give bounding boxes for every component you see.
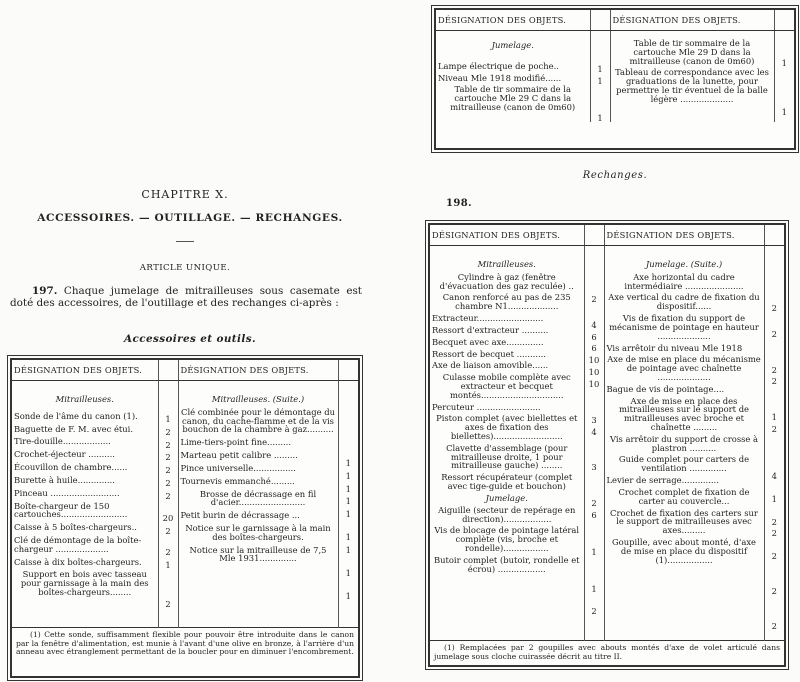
list-item: Petit burin de décrassage ...: [180, 510, 300, 521]
qty: 1: [597, 112, 603, 123]
spare-parts-table: [428, 223, 786, 667]
list-item: Caisse à dix boîtes-chargeurs.: [14, 556, 142, 567]
list-item: Guide complet pour carters de ventilation ..............: [618, 454, 750, 474]
qty: 2: [771, 376, 777, 387]
qty: 1: [781, 58, 787, 68]
list-item: Becquet avec axe..............: [432, 336, 544, 347]
qty: 2: [165, 439, 171, 450]
list-item: Ressort d'extracteur ..........: [432, 324, 549, 335]
qty: 2: [771, 620, 777, 631]
list-item: Percuteur ........................: [432, 401, 541, 412]
list-item: Vis arrêtoir du niveau Mle 1918: [606, 342, 743, 353]
list-item: Brosse de décrassage en fil d'acier.........................: [199, 488, 317, 508]
list-item: Caisse à 5 boîtes-chargeurs..: [14, 522, 137, 533]
qty: 3: [591, 414, 597, 425]
col-header: DÉSIGNATION DES OBJETS.: [604, 225, 764, 246]
qty: 2: [165, 426, 171, 437]
qty: 2: [771, 528, 777, 539]
list-item: Niveau Mle 1918 modifié......: [438, 72, 562, 83]
list-item: Axe horizontal du cadre intermédiaire ......................: [624, 271, 744, 291]
paragraph-text: Chaque jumelage de mitrailleuses sous casemate est doté des accessoires, de l'outillage et des rechanges ci-après :: [10, 285, 362, 310]
qty: 2: [771, 364, 777, 375]
qty: 2: [771, 551, 777, 562]
list-item: Axe de mise en place du mécanisme de pointage avec chaînette ....................: [607, 354, 761, 382]
qty: 1: [345, 496, 351, 507]
qty: 1: [345, 590, 351, 601]
qty: 2: [771, 516, 777, 527]
qty: 2: [591, 606, 597, 617]
divider: [176, 241, 194, 242]
qty: 1: [591, 583, 597, 594]
qty: 20: [162, 512, 174, 523]
section-title: Mitrailleuses. (Suite.): [211, 394, 305, 404]
qty: 1: [345, 470, 351, 481]
qty: 2: [165, 478, 171, 489]
qty: 6: [591, 343, 597, 354]
qty: 2: [591, 498, 597, 509]
qty: 2: [771, 585, 777, 596]
list-item: Levier de serrage..............: [606, 475, 719, 486]
list-item: Table de tir sommaire de la cartouche Mle 29 C dans la mitrailleuse (canon de 0m60): [450, 84, 576, 113]
footnote: (1) Remplacées par 2 goupilles avec abouts montés d'axe de volet articulé dans jumelage sous cloche cuirassée décrit au titre II.: [434, 643, 780, 661]
list-item: Axe vertical du cadre de fixation du dispositif......: [608, 292, 760, 312]
chapter-subtitle: ACCESSOIRES. — OUTILLAGE. — RECHANGES.: [37, 212, 343, 224]
qty: 6: [591, 331, 597, 342]
qty: 4: [771, 470, 777, 481]
list-item: Vis de fixation du support de mécanisme de pointage en hauteur ....................: [609, 313, 759, 341]
qty: 2: [165, 547, 171, 558]
section-title: Jumelage. (Suite.): [645, 259, 723, 269]
qty: 1: [345, 544, 351, 555]
list-item: Bague de vis de pointage....: [606, 383, 725, 394]
section-title: Jumelage.: [491, 40, 534, 50]
accessories-table: [10, 358, 360, 678]
col-header: DÉSIGNATION DES OBJETS.: [12, 360, 158, 381]
section-title: Mitrailleuses.: [477, 259, 536, 269]
list-item: Tournevis emmanché.........: [180, 475, 295, 486]
list-item: Piston complet (avec biellettes et axes de fixation des biellettes)..........................: [436, 413, 578, 441]
qty: 10: [588, 378, 600, 389]
qty: 1: [165, 414, 171, 424]
list-item: Boîte-chargeur de 150 cartouches.........................: [14, 500, 128, 520]
qty: 1: [345, 567, 351, 578]
qty: 1: [345, 483, 351, 494]
qty: 1: [597, 64, 603, 74]
list-item: Vis de blocage de pointage latéral complète (vis, broche et rondelle).................: [434, 525, 580, 553]
list-item: Goupille, avec about monté, d'axe de mise en place du dispositif (1).................: [611, 536, 756, 565]
qty: 3: [591, 462, 597, 473]
list-item: Burette à huile..............: [14, 474, 115, 485]
col-header: DÉSIGNATION DES OBJETS.: [436, 10, 590, 31]
list-item: Clé de démontage de la boîte-chargeur ....................: [14, 534, 142, 554]
list-item: Baguette de F. M. avec étui.: [14, 423, 134, 434]
list-item: Ressort récupérateur (complet avec tige-guide et bouchon): [441, 472, 573, 492]
qty: 2: [165, 598, 171, 609]
qty: 1: [597, 75, 603, 86]
col-header: DÉSIGNATION DES OBJETS.: [610, 10, 774, 31]
list-item: Cylindre à gaz (fenêtre d'évacuation des gaz reculée) ..: [439, 271, 574, 291]
list-item: Vis arrêtoir du support de crosse à plastron ..........: [609, 433, 759, 453]
qty: 2: [771, 303, 777, 313]
qty: 2: [165, 465, 171, 476]
qty: 4: [591, 319, 597, 330]
col-header: DÉSIGNATION DES OBJETS.: [430, 225, 584, 246]
section-title: Mitrailleuses.: [55, 394, 114, 404]
qty: 2: [771, 424, 777, 435]
list-item: Canon renforcé au pas de 235 chambre N1...................: [442, 292, 571, 312]
list-item: Clé combinée pour le démontage du canon, du cache-flamme et de la vis bouchon de la chambre à gaz..........: [181, 406, 335, 435]
paragraph: [10, 285, 362, 310]
list-item: Culasse mobile complète avec extracteur et becquet montés...............................: [442, 372, 571, 400]
list-item: Clavette d'assemblage (pour mitrailleuse droite, 1 pour mitrailleuse gauche) ........: [446, 442, 568, 471]
qty: 10: [588, 367, 600, 378]
list-item: Aiguille (secteur de repérage en direction)..................: [438, 504, 576, 524]
paragraph-number: 198.: [446, 198, 472, 209]
list-item: Support en bois avec tasseau pour garnissage à la main des boîtes-chargeurs........: [20, 569, 149, 597]
qty: 6: [591, 509, 597, 520]
list-item: Crochet-éjecteur ..........: [14, 449, 115, 460]
qty: 1: [591, 546, 597, 557]
qty: 1: [781, 106, 787, 117]
list-item: Marteau petit calibre .........: [180, 450, 298, 461]
qty: 4: [591, 426, 597, 437]
chapter-title: CHAPITRE X.: [141, 188, 229, 201]
qty: 1: [345, 509, 351, 520]
rechanges-title: Rechanges.: [582, 170, 648, 181]
list-item: Tire-douille..................: [14, 436, 111, 447]
list-item: Crochet complet de fixation de carter au couvercle...: [618, 486, 750, 506]
list-item: Ressort de becquet ...........: [432, 348, 546, 359]
article-title: ARTICLE UNIQUE.: [139, 263, 231, 273]
list-item: Lime-tiers-point fine.........: [180, 437, 291, 448]
qty: 2: [591, 294, 597, 304]
paragraph-number: 197.: [32, 285, 58, 297]
qty: 1: [345, 532, 351, 543]
qty: 1: [771, 412, 777, 423]
list-item: Butoir complet (butoir, rondelle et écrou) ..................: [433, 554, 580, 574]
qty: 2: [771, 328, 777, 339]
list-item: Notice sur la mitrailleuse de 7,5 Mle 1931..............: [189, 544, 327, 564]
qty: 2: [165, 525, 171, 536]
qty: 1: [771, 493, 777, 504]
list-item: Extracteur.........................: [432, 313, 544, 324]
qty: 1: [345, 458, 351, 468]
list-item: Écouvillon de chambre......: [14, 462, 128, 473]
top-designation-table: [434, 8, 796, 150]
qty: 2: [165, 452, 171, 463]
section-title: Jumelage.: [485, 492, 528, 503]
list-item: Axe de mise en place des mitrailleuses sur le support de mitrailleuses avec broche et chaînette .........: [618, 395, 750, 432]
list-item: Crochet de fixation des carters sur le support de mitrailleuses avec axes.........: [610, 507, 758, 536]
section-heading: Accessoires et outils.: [124, 333, 256, 345]
list-item: Notice sur le garnissage à la main des boîtes-chargeurs.: [185, 522, 331, 542]
list-item: Tableau de correspondance avec les graduations de la lunette, pour permettre le tir éventuel de la balle légère ....................: [615, 67, 769, 104]
qty: 1: [165, 560, 171, 571]
col-header: DÉSIGNATION DES OBJETS.: [178, 360, 338, 381]
footnote: (1) Cette sonde, suffisamment flexible pour pouvoir être introduite dans le canon par la fenêtre d'alimentation, est munie à l'avant d'une olive en bronze, à l'arrière d'un anneau avec étranglement permettant de la boucler pour en diminuer l'encombrement.: [16, 630, 354, 656]
list-item: Pince universelle................: [180, 462, 296, 473]
list-item: Axe de liaison amovible......: [432, 360, 549, 371]
list-item: Table de tir sommaire de la cartouche Mle 29 D dans la mitrailleuse (canon de 0m60): [629, 38, 755, 66]
list-item: Lampe électrique de poche..: [438, 60, 559, 71]
qty: 10: [588, 355, 600, 366]
qty: 2: [165, 490, 171, 501]
list-item: Sonde de l'âme du canon (1).: [14, 410, 138, 421]
list-item: Pinceau ..........................: [14, 487, 120, 498]
